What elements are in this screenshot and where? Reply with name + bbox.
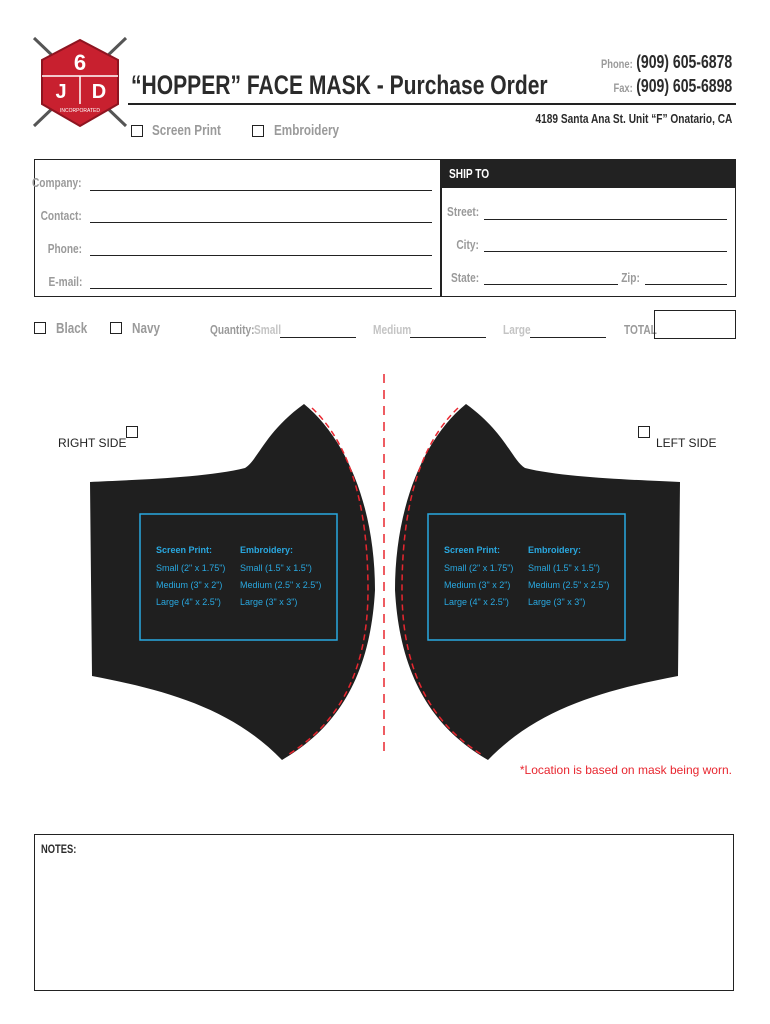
notes-box[interactable] bbox=[34, 834, 734, 991]
small-qty-field[interactable] bbox=[280, 337, 356, 338]
page-title: “HOPPER” FACE MASK - Purchase Order bbox=[131, 70, 548, 100]
right-embroidery-small: Small (1.5" x 1.5") bbox=[240, 563, 312, 573]
city-label: City: bbox=[456, 237, 479, 252]
left-embroidery-heading: Embroidery: bbox=[528, 545, 582, 555]
location-note: *Location is based on mask being worn. bbox=[519, 763, 732, 777]
contact-field[interactable] bbox=[90, 222, 432, 223]
zip-field[interactable] bbox=[645, 284, 727, 285]
state-field[interactable] bbox=[484, 284, 618, 285]
embroidery-label: Embroidery bbox=[274, 122, 340, 139]
right-screen-medium: Medium (3" x 2") bbox=[156, 580, 223, 590]
medium-label: Medium bbox=[373, 322, 412, 337]
left-embroidery-medium: Medium (2.5" x 2.5") bbox=[528, 580, 610, 590]
address: 4189 Santa Ana St. Unit “F” Onatario, CA bbox=[535, 111, 732, 126]
black-checkbox[interactable] bbox=[34, 322, 46, 334]
svg-text:INCORPORATED: INCORPORATED bbox=[60, 108, 100, 114]
right-screen-small: Small (2" x 1.75") bbox=[156, 563, 226, 573]
screen-print-checkbox[interactable] bbox=[131, 125, 143, 137]
svg-text:J: J bbox=[55, 81, 67, 103]
notes-label: NOTES: bbox=[41, 842, 77, 856]
right-embroidery-heading: Embroidery: bbox=[240, 545, 294, 555]
right-screen-print-heading: Screen Print: bbox=[156, 545, 213, 555]
phone-field[interactable] bbox=[90, 255, 432, 256]
navy-checkbox[interactable] bbox=[110, 322, 122, 334]
left-side-checkbox[interactable] bbox=[638, 426, 650, 438]
svg-text:6: 6 bbox=[73, 50, 87, 75]
left-screen-large: Large (4" x 2.5") bbox=[444, 597, 509, 607]
total-label: TOTAL bbox=[624, 322, 657, 337]
medium-qty-field[interactable] bbox=[410, 337, 486, 338]
fax-label: Fax: bbox=[613, 81, 633, 95]
company-label: Company: bbox=[32, 175, 82, 190]
fax-line bbox=[580, 76, 732, 97]
left-screen-small: Small (2" x 1.75") bbox=[444, 563, 514, 573]
left-screen-print-heading: Screen Print: bbox=[444, 545, 501, 555]
large-qty-field[interactable] bbox=[530, 337, 606, 338]
navy-label: Navy bbox=[132, 320, 160, 337]
large-label: Large bbox=[503, 322, 531, 337]
contact-label: Contact: bbox=[40, 208, 82, 223]
small-label: Small bbox=[254, 322, 282, 337]
email-field[interactable] bbox=[90, 288, 432, 289]
company-field[interactable] bbox=[90, 190, 432, 191]
right-screen-large: Large (4" x 2.5") bbox=[156, 597, 221, 607]
mask-diagram bbox=[0, 360, 770, 780]
phone-field-label: Phone: bbox=[47, 241, 82, 256]
quantity-label: Quantity: bbox=[210, 322, 255, 337]
fax-number: (909) 605-6898 bbox=[635, 76, 732, 96]
right-side-label: RIGHT SIDE bbox=[58, 436, 127, 450]
left-side-label: LEFT SIDE bbox=[656, 436, 717, 450]
embroidery-checkbox[interactable] bbox=[252, 125, 264, 137]
phone-label: Phone: bbox=[600, 57, 633, 71]
screen-print-label: Screen Print bbox=[152, 122, 221, 139]
header-divider bbox=[128, 103, 736, 105]
phone-line bbox=[564, 52, 732, 73]
left-screen-medium: Medium (3" x 2") bbox=[444, 580, 511, 590]
right-embroidery-medium: Medium (2.5" x 2.5") bbox=[240, 580, 322, 590]
street-field[interactable] bbox=[484, 219, 727, 220]
right-side-checkbox[interactable] bbox=[126, 426, 138, 438]
left-embroidery-large: Large (3" x 3") bbox=[528, 597, 586, 607]
street-label: Street: bbox=[446, 204, 479, 219]
black-label: Black bbox=[56, 320, 88, 337]
phone-number: (909) 605-6878 bbox=[635, 52, 732, 72]
ship-to-heading: SHIP TO bbox=[449, 166, 490, 181]
state-label: State: bbox=[450, 270, 479, 285]
left-embroidery-small: Small (1.5" x 1.5") bbox=[528, 563, 600, 573]
right-mask-panel bbox=[90, 404, 375, 760]
right-embroidery-large: Large (3" x 3") bbox=[240, 597, 298, 607]
zip-label: Zip: bbox=[621, 270, 640, 285]
svg-text:D: D bbox=[91, 81, 107, 103]
email-label: E-mail: bbox=[48, 274, 82, 289]
total-field[interactable] bbox=[654, 310, 736, 339]
company-logo bbox=[30, 34, 130, 130]
city-field[interactable] bbox=[484, 251, 727, 252]
